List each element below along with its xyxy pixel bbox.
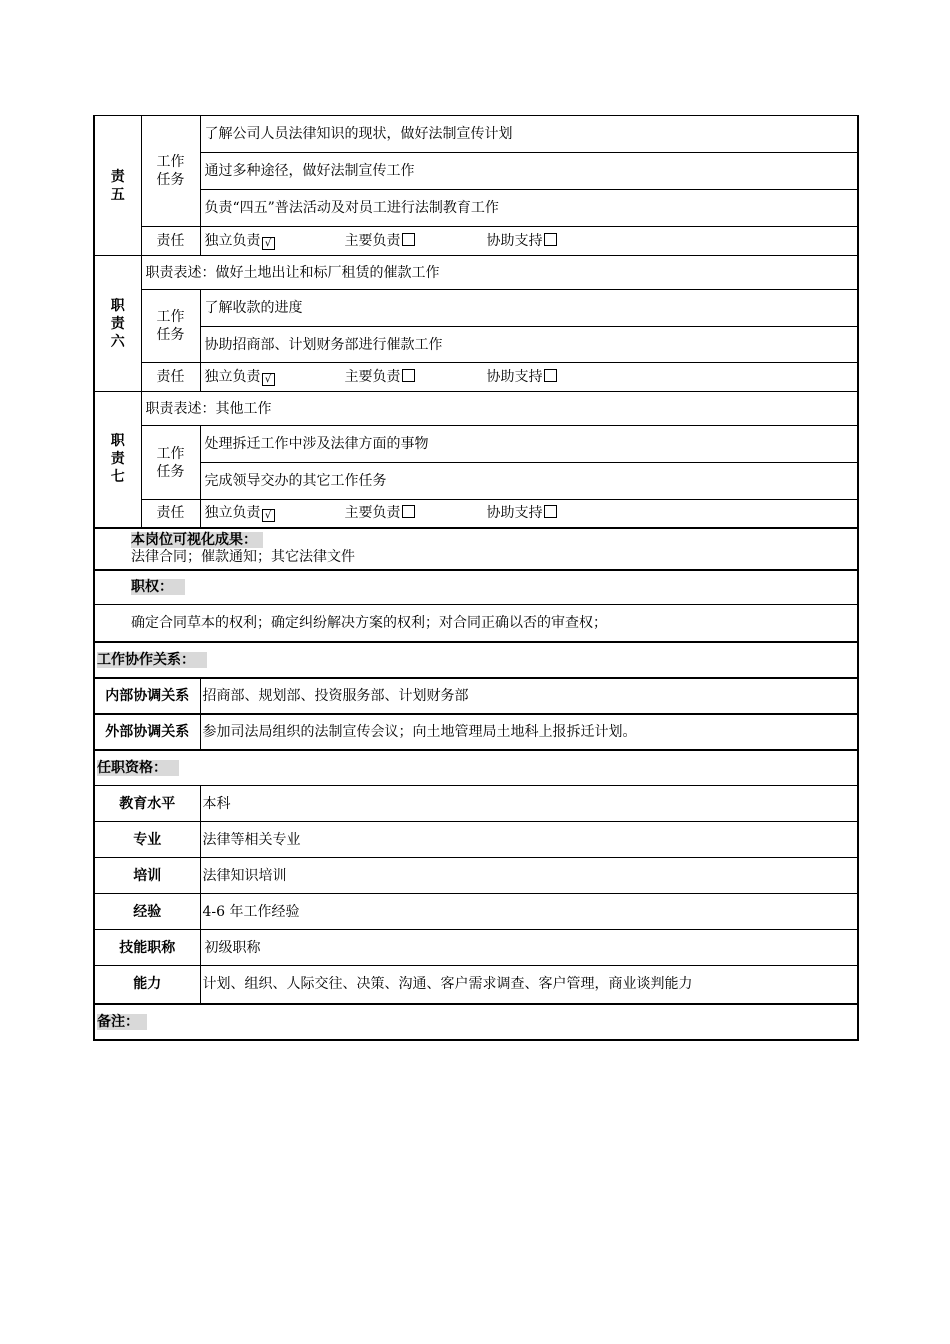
option-independent: 独立负责 √ xyxy=(205,504,345,522)
checkbox-empty-icon[interactable] xyxy=(544,505,557,518)
qualification-value-title: 初级职称 xyxy=(200,930,858,966)
duty5-task-1: 了解公司人员法律知识的现状，做好法制宣传计划 xyxy=(200,116,858,153)
external-coordination-value: 参加司法局组织的法制宣传会议；向土地管理局土地科上报拆迁计划。 xyxy=(200,714,858,750)
visual-results-heading: 本岗位可视化成果： xyxy=(131,532,263,548)
qualification-label-education: 教育水平 xyxy=(94,786,200,822)
qualification-label-ability: 能力 xyxy=(94,966,200,1004)
duty6-task-1: 了解收款的进度 xyxy=(200,290,858,327)
duty6-description: 职责表述：做好土地出让和标厂租赁的催款工作 xyxy=(141,256,858,290)
qualification-label-major: 专业 xyxy=(94,822,200,858)
qualification-value-training: 法律知识培训 xyxy=(200,858,858,894)
option-assist: 协助支持 xyxy=(487,232,557,250)
option-independent: 独立负责 √ xyxy=(205,232,345,250)
job-description-table xyxy=(93,115,859,1041)
qualification-label-title: 技能职称 xyxy=(94,930,200,966)
duty6-label: 职 责 六 xyxy=(94,256,141,392)
visual-results-section xyxy=(94,528,858,570)
duty7-responsibility xyxy=(200,500,858,528)
qualifications-heading: 任职资格： xyxy=(97,760,179,776)
duty6-resp-label: 责任 xyxy=(141,363,200,392)
duty5-label: 责 五 xyxy=(94,116,141,256)
checkbox-empty-icon[interactable] xyxy=(544,369,557,382)
duty5-responsibility xyxy=(200,227,858,256)
qualification-value-major: 法律等相关专业 xyxy=(200,822,858,858)
checkbox-checked-icon[interactable]: √ xyxy=(262,509,275,522)
option-assist: 协助支持 xyxy=(487,368,557,386)
qualification-label-training: 培训 xyxy=(94,858,200,894)
checkbox-empty-icon[interactable] xyxy=(402,505,415,518)
checkbox-checked-icon[interactable]: √ xyxy=(262,237,275,250)
checkbox-checked-icon[interactable]: √ xyxy=(262,373,275,386)
duty5-task-3: 负责“四五”普法活动及对员工进行法制教育工作 xyxy=(200,190,858,227)
internal-coordination-label: 内部协调关系 xyxy=(94,678,200,714)
job-description-document xyxy=(93,115,857,1041)
checkbox-empty-icon[interactable] xyxy=(544,233,557,246)
duty7-task-label: 工作 任务 xyxy=(141,426,200,500)
remarks-row xyxy=(94,1004,858,1040)
external-coordination-label: 外部协调关系 xyxy=(94,714,200,750)
authority-heading: 职权： xyxy=(131,579,185,595)
checkbox-empty-icon[interactable] xyxy=(402,233,415,246)
option-primary: 主要负责 xyxy=(345,368,487,386)
qualification-value-ability: 计划、组织、人际交往、决策、沟通、客户需求调查、客户管理，商业谈判能力 xyxy=(200,966,858,1004)
internal-coordination-value: 招商部、规划部、投资服务部、计划财务部 xyxy=(200,678,858,714)
qualification-label-experience: 经验 xyxy=(94,894,200,930)
checkbox-empty-icon[interactable] xyxy=(402,369,415,382)
visual-results-content: 法律合同；催款通知；其它法律文件 xyxy=(131,548,355,565)
duty5-resp-label: 责任 xyxy=(141,227,200,256)
duty5-task-label: 工作 任务 xyxy=(141,116,200,227)
duty6-responsibility xyxy=(200,363,858,392)
duty5-task-2: 通过多种途径，做好法制宣传工作 xyxy=(200,153,858,190)
duty6-task-label: 工作 任务 xyxy=(141,290,200,363)
qualification-value-experience: 4-6 年工作经验 xyxy=(200,894,858,930)
option-primary: 主要负责 xyxy=(345,504,487,522)
qualifications-header xyxy=(94,750,858,786)
qualification-value-education: 本科 xyxy=(200,786,858,822)
option-primary: 主要负责 xyxy=(345,232,487,250)
duty7-task-1: 处理拆迁工作中涉及法律方面的事物 xyxy=(200,426,858,463)
duty7-label: 职 责 七 xyxy=(94,392,141,528)
duty7-resp-label: 责任 xyxy=(141,500,200,528)
duty7-description: 职责表述：其他工作 xyxy=(141,392,858,426)
authority-content: 确定合同草本的权利；确定纠纷解决方案的权利；对合同正确以否的审查权； xyxy=(94,605,858,642)
remarks-heading: 备注： xyxy=(97,1014,147,1030)
duty7-task-2: 完成领导交办的其它工作任务 xyxy=(200,463,858,500)
cooperation-header xyxy=(94,642,858,678)
duty6-task-2: 协助招商部、计划财务部进行催款工作 xyxy=(200,327,858,363)
authority-header xyxy=(94,570,858,605)
option-assist: 协助支持 xyxy=(487,504,557,522)
cooperation-heading: 工作协作关系： xyxy=(97,652,207,668)
option-independent: 独立负责 √ xyxy=(205,368,345,386)
